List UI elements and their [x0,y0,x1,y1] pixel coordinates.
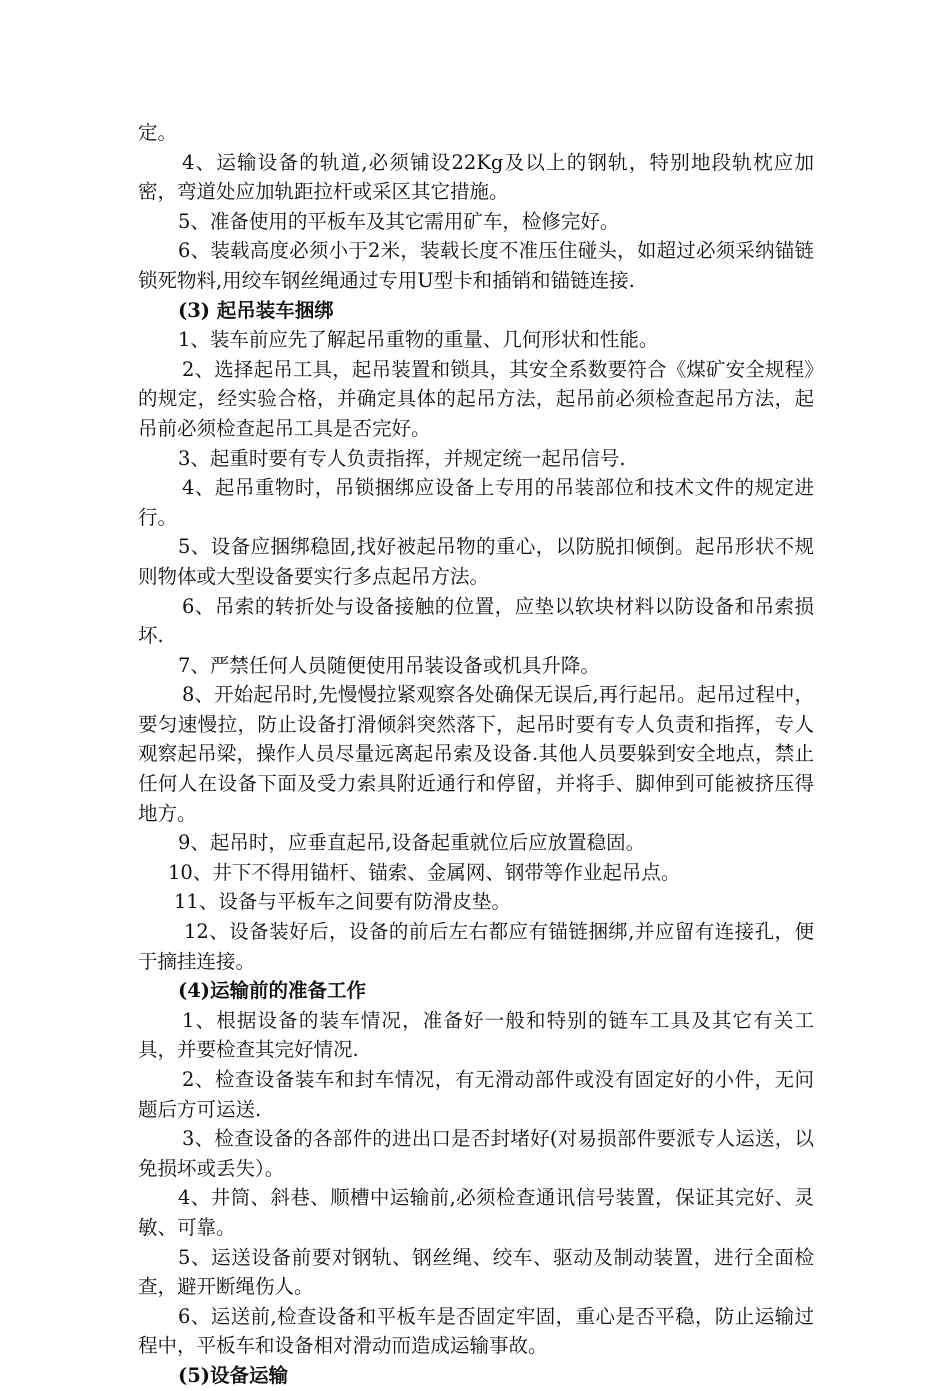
paragraph: 定。 [138,121,178,144]
list-item: 3、检查设备的各部件的进出口是否封堵好(对易损部件要派专人运送，以免损坏或丢失）。 [138,1127,814,1180]
list-item: 5、运送设备前要对钢轨、钢丝绳、绞车、驱动及制动装置，进行全面检查，避开断绳伤人。 [138,1245,814,1299]
paragraph: 5、准备使用的平板车及其它需用矿车，检修完好。 [178,209,620,233]
list-item: 6、吊索的转折处与设备接触的位置，应垫以软块材料以防设备和吊索损坏. [138,594,814,648]
document-body [138,118,814,1391]
section-heading: (5)设备运输 [178,1363,289,1387]
list-item: 12、设备装好后，设备的前后左右都应有锚链捆绑,并应留有连接孔，便于摘挂连接。 [138,920,814,973]
paragraph: 6、装载高度必须小于2米，装载长度不准压住碰头，如超过必须采纳锚链锁死物料,用绞车钢丝绳通过专用U型卡和插销和锚链连接. [138,239,814,292]
list-item: 1、根据设备的装车情况，准备好一般和特别的链车工具及其它有关工具，并要检查其完好情况. [138,1008,814,1062]
list-item: 3、起重时要有专人负责指挥，并规定统一起吊信号. [178,446,626,470]
list-item: 2、选择起吊工具，起吊装置和锁具，其安全系数要符合《煤矿安全规程》的规定，经实验合格，并确定具体的起吊方法，起吊前必须检查起吊方法，起吊前必须检查起吊工具是否完好。 [138,357,814,440]
list-item: 5、设备应捆绑稳固,找好被起吊物的重心，以防脱扣倾倒。起吊形状不规则物体或大型设备要实行多点起吊方法。 [138,535,814,588]
paragraph: 4、运输设备的轨道,必须铺设22Kg及以上的钢轨，特别地段轨枕应加密，弯道处应加轨距拉杆或采区其它措施。 [138,150,814,204]
list-item: 6、运送前,检查设备和平板车是否固定牢固，重心是否平稳，防止运输过程中，平板车和设备相对滑动而造成运输事故。 [138,1304,814,1358]
section-heading: (4)运输前的准备工作 [178,979,367,1003]
list-item: 4、起吊重物时，吊锁捆绑应设备上专用的吊装部位和技术文件的规定进行。 [138,476,814,529]
section-heading: (3) 起吊装车捆绑 [178,298,334,322]
list-item: 4、井筒、斜巷、顺槽中运输前,必须检查通讯信号装置，保证其完好、灵敏、可靠。 [138,1186,814,1239]
list-item: 8、开始起吊时,先慢慢拉紧观察各处确保无误后,再行起吊。起吊过程中，要匀速慢拉，防止设备打滑倾斜突然落下，起吊时要有专人负责和指挥，专人观察起吊梁，操作人员尽量远离起吊索及设备.其他人员要躲到安全地点，禁止任何人在设备下面及受力索具附近通行和停留，并将手、脚伸到可能被挤压得地方。 [138,683,814,825]
list-item: 11、设备与平板车之间要有防滑皮垫。 [174,890,511,914]
list-item: 7、严禁任何人员随便使用吊装设备或机具升降。 [178,653,600,677]
list-item: 1、装车前应先了解起吊重物的重量、几何形状和性能。 [178,328,659,352]
list-item: 2、检查设备装车和封车情况，有无滑动部件或没有固定好的小件，无问题后方可运送. [138,1068,814,1121]
list-item: 10、井下不得用锚杆、锚索、金属网、钢带等作业起吊点。 [168,860,681,884]
list-item: 9、起吊时，应垂直起吊,设备起重就位后应放置稳固。 [178,831,646,855]
